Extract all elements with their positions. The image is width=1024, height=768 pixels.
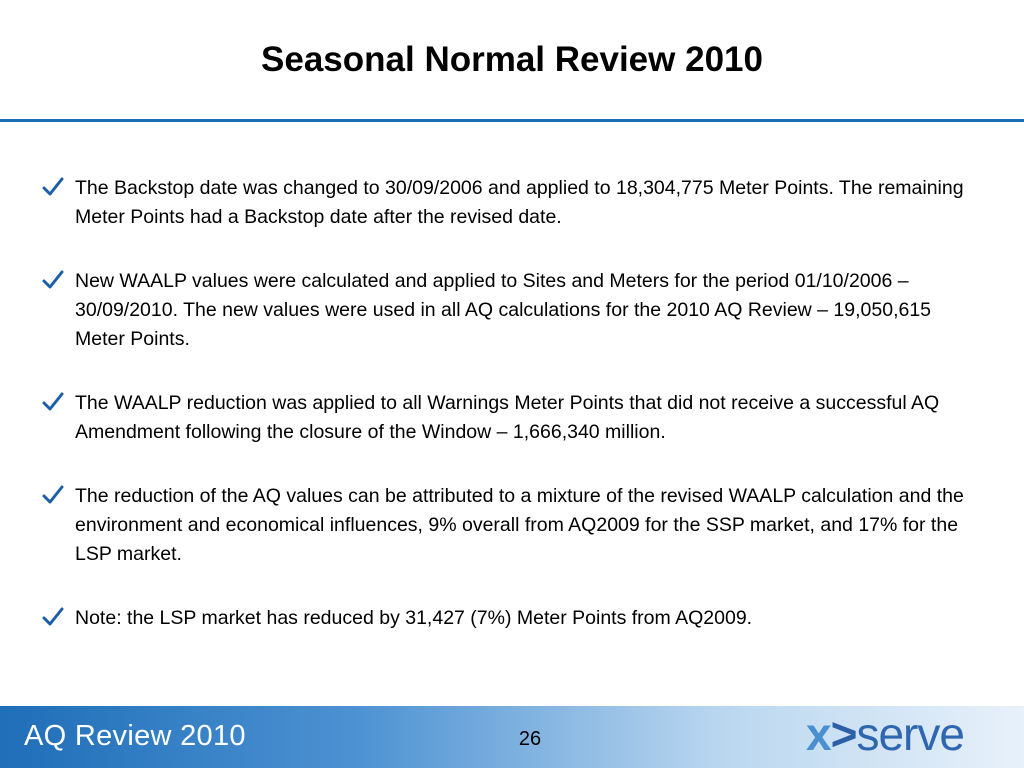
logo-part-x: x xyxy=(806,708,831,760)
logo-part-serve: serve xyxy=(856,708,964,760)
bullet-item xyxy=(42,604,972,633)
bullet-text: The WAALP reduction was applied to all Warnings Meter Points that did not receive a successful AQ Amendment following the closure of the Window – 1,666,340 million. xyxy=(75,392,940,443)
bullet-text: Note: the LSP market has reduced by 31,427 (7%) Meter Points from AQ2009. xyxy=(75,607,753,629)
slide-title: Seasonal Normal Review 2010 xyxy=(261,40,763,79)
bullet-list xyxy=(42,174,972,668)
footer-title: AQ Review 2010 xyxy=(24,720,246,752)
bullet-item xyxy=(42,389,972,447)
checkmark-icon xyxy=(42,177,64,197)
footer-bar xyxy=(0,706,1024,768)
bullet-item xyxy=(42,174,972,232)
logo-part-chevron: > xyxy=(830,708,857,760)
checkmark-icon xyxy=(42,270,64,290)
bullet-text: The reduction of the AQ values can be attributed to a mixture of the revised WAALP calculation and the environment and economical influences, 9% overall from AQ2009 for the SSP market, and 17% for the LSP market. xyxy=(75,485,964,565)
bullet-text: The Backstop date was changed to 30/09/2006 and applied to 18,304,775 Meter Points. The remaining Meter Points had a Backstop date after the revised date. xyxy=(75,177,964,228)
xoserve-logo xyxy=(806,708,1016,760)
title-divider xyxy=(0,119,1024,122)
checkmark-icon xyxy=(42,607,64,627)
bullet-item xyxy=(42,267,972,354)
checkmark-icon xyxy=(42,392,64,412)
checkmark-icon xyxy=(42,485,64,505)
bullet-item xyxy=(42,482,972,569)
page-number: 26 xyxy=(518,728,542,750)
bullet-text: New WAALP values were calculated and applied to Sites and Meters for the period 01/10/2006 – 30/09/2010. The new values were used in all AQ calculations for the 2010 AQ Review – 19,050,615 Meter Points. xyxy=(75,270,932,350)
